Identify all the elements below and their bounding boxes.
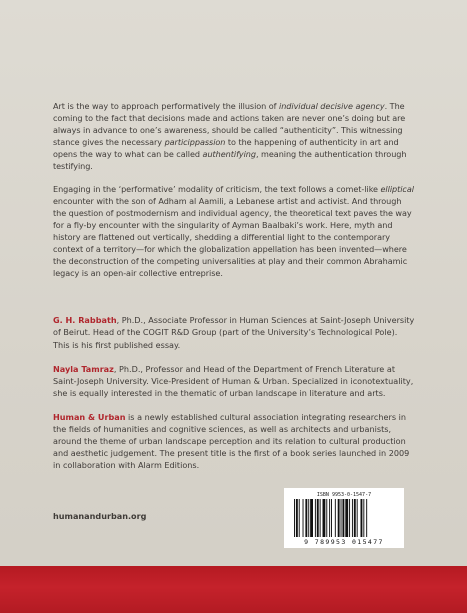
red-band xyxy=(0,566,467,613)
author-bio-tamraz xyxy=(53,363,415,399)
author-name: Nayla Tamraz xyxy=(53,363,114,374)
intro-paragraph-2 xyxy=(53,183,415,280)
author-bio-text: , Ph.D., Associate Professor in Human Sciences at Saint-Joseph University of Beirut. Head of the COGIT R&D Group (part of the University’s Technological Pole). This is his first published essay. xyxy=(53,315,415,350)
author-name: G. H. Rabbath xyxy=(53,315,117,326)
author-bio-rabbath xyxy=(53,314,415,350)
italic-phrase: elliptical xyxy=(380,183,414,194)
website-url: humanandurban.org xyxy=(53,511,147,521)
intro-paragraph-1 xyxy=(53,100,415,173)
publisher-description xyxy=(53,411,415,471)
publisher-name: Human & Urban xyxy=(53,411,126,422)
isbn-label: ISBN 9953-0-1547-7 xyxy=(316,492,372,498)
barcode-bars xyxy=(294,499,394,537)
text-run: , meaning the authentication through testifying. xyxy=(53,149,407,172)
text-block xyxy=(53,100,415,471)
text-run: Engaging in the ‘performative’ modality of criticism, the text follows a comet-like xyxy=(53,183,381,194)
italic-phrase: individual decisive agency xyxy=(279,101,385,111)
text-run: to the happening of authenticity in art and opens the way to what can be called xyxy=(53,137,399,160)
text-run: . The coming to the fact that decisions made and actions taken are never one’s doing but are always in advance to one’s awareness, should be called “authenticity”. This witnessing stance gives the necessary xyxy=(53,101,406,148)
isbn-number: 9 789953 015477 xyxy=(304,538,384,546)
text-run: Art is the way to approach performatively the illusion of xyxy=(53,101,279,111)
text-run: encounter with the son of Adham al Aamili, a Lebanese artist and activist. And through the question of postmodernism and individual agency, the theoretical text paves the way for a fly-by encounter with the singularity of Ayman Baalbaki’s work. Here, myth and history are flattened out vertically, shedding a differential light to the contemporary context of a territory—for which the globalization appellation has been invented—where the deconstruction of the competing universalities at play and their common Abrahamic legacy is an open-air collective entreprise. xyxy=(53,195,412,279)
publisher-text: is a newly established cultural association integrating researchers in the fields of humanities and cognitive sciences, as well as architects and urbanists, around the theme of urban landscape perception and its relation to cultural production and aesthetic judgement. The present title is the first of a book series launched in 2009 in collaboration with Alarm Editions. xyxy=(53,411,410,471)
italic-phrase: particip xyxy=(164,137,195,148)
italic-phrase: passion xyxy=(194,137,226,148)
author-bio-text: , Ph.D., Professor and Head of the Department of French Literature at Saint-Joseph University. Vice-President of Human & Urban. Specialized in iconotextuality, she is equally interested in the thematic of urban landscape in literature and arts. xyxy=(53,363,414,398)
isbn-barcode xyxy=(284,488,404,548)
italic-phrase: authentifying xyxy=(202,149,256,160)
